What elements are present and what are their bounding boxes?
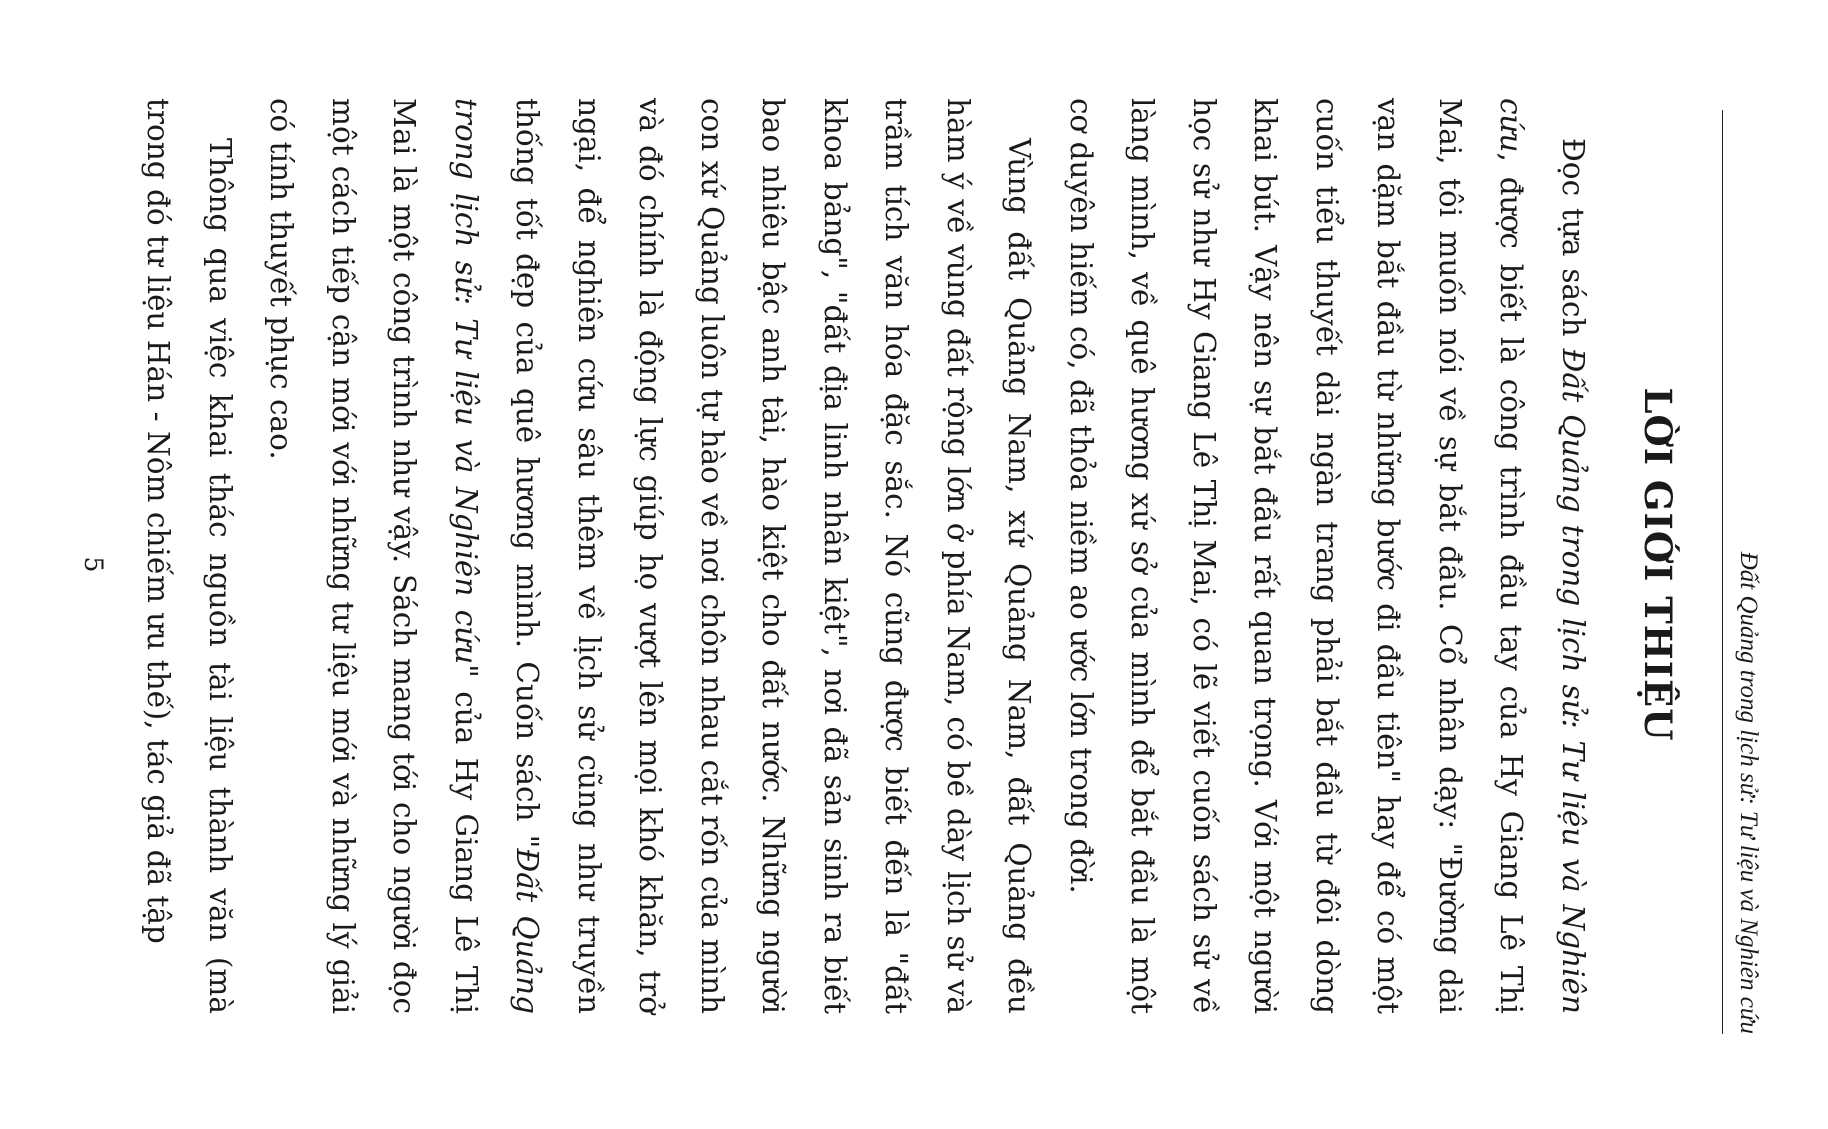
paragraph-1-text-b: , được biết là công trình đầu tay của Hy Giang Lê Thị Mai, tôi muốn nói về sự bắt đầu. Cổ nhân dạy: "Đường dài vạn dặm bắt đầu từ những bước đi đầu tiên" hay để có một cuốn tiểu thuyết dài ngàn trang phải bắt đầu từ đôi dòng khai bút. Vậy nên sự bắt đầu rất quan trọng. Với một người học sử như Hy Giang Lê Thị Mai, có lẽ viết cuốn sách sử về làng mình, về quê hương xứ sở của mình để bắt đầu là một cơ duyên hiếm có, đã thỏa niềm ao ước lớn trong đời.: [1064, 98, 1529, 1014]
page-title: LỜI GIỚI THIỆU: [1636, 387, 1680, 742]
paragraph-1-text-a: Đọc tựa sách: [1556, 138, 1590, 349]
paragraph-1: [1050, 98, 1604, 1014]
running-header: Đất Quảng trong lịch sử: Tư liệu và Nghiên cứu: [1722, 110, 1773, 1034]
page-number: 5: [79, 556, 108, 573]
paragraph-3: [127, 98, 250, 1014]
paragraph-2: [250, 98, 1050, 1014]
body-text: [127, 98, 1603, 1014]
book-title-italic: Đất Quảng trong lịch sử: Tư liệu và Nghiên cứu: [1494, 98, 1590, 1014]
paragraph-2-text-a: Vùng đất Quảng Nam, xứ Quảng Nam, đất Quảng đều hàm ý về vùng đất rộng lớn ở phía Nam, có bề dày lịch sử và trầm tích văn hóa đặc sắc. Nó cũng được biết đến là "đất khoa bảng", "đất địa linh nhân kiệt", nơi đã sản sinh ra biết bao nhiêu bậc anh tài, hào kiệt cho đất nước. Những người con xứ Quảng luôn tự hào về nơi chôn nhau cắt rốn của mình và đó chính là động lực giúp họ vượt lên mọi khó khăn, trở ngại, để nghiên cứu sâu thêm về lịch sử cũng như truyền thống tốt đẹp của quê hương mình. Cuốn sách ": [510, 98, 1037, 1014]
paragraph-2-text-b: " của Hy Giang Lê Thị Mai là một công trình như vậy. Sách mang tới cho người đọc một cách tiếp cận mới với những tư liệu mới và những lý giải có tính thuyết phục cao.: [264, 98, 483, 1014]
book-title-italic: Đất Quảng trong lịch sử: Tư liệu và Nghiên cứu: [449, 98, 545, 1014]
paragraph-3-text-a: Thông qua việc khai thác nguồn tài liệu thành văn (mà trong đó tư liệu Hán - Nôm chiếm ưu thế), tác giả đã tập: [141, 98, 237, 1014]
